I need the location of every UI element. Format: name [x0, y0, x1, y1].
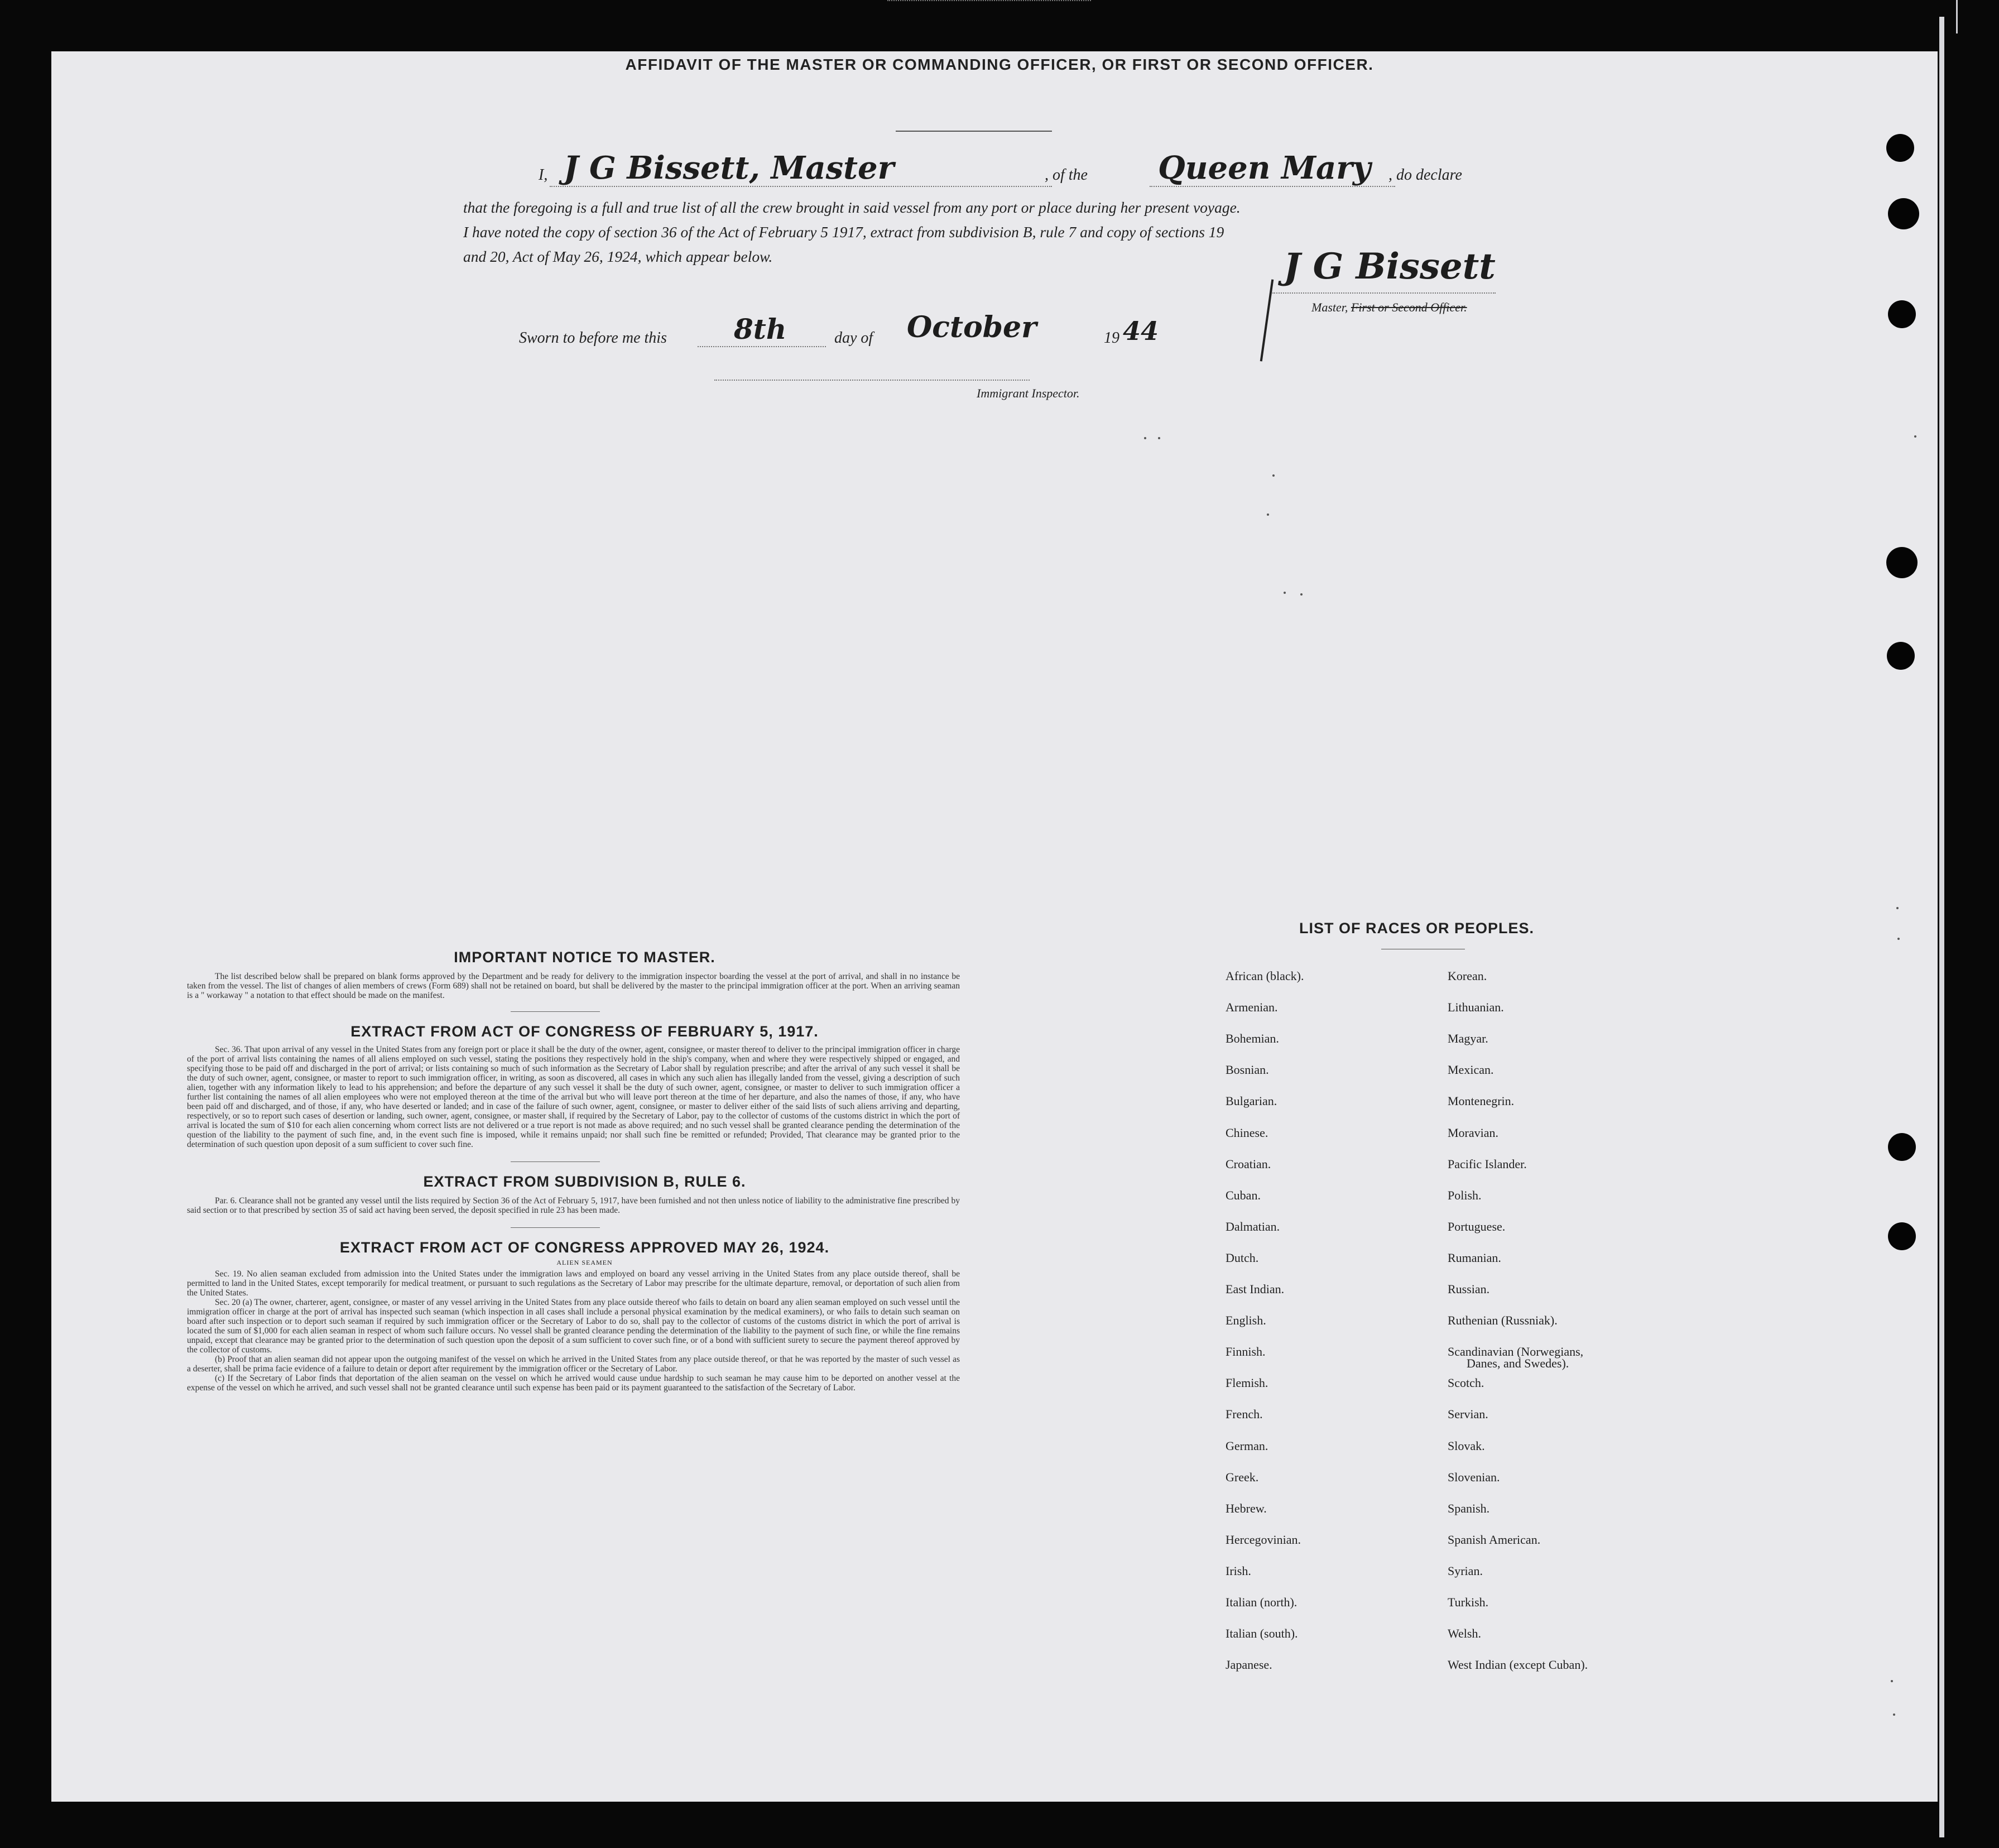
race-item: African (black).	[1226, 969, 1304, 983]
race-item: Russian.	[1448, 1282, 1490, 1296]
race-item: Bohemian.	[1226, 1031, 1279, 1045]
day-of-label: day of	[834, 329, 873, 347]
master-name-handwritten: J G Bissett, Master	[564, 150, 895, 186]
speck	[1267, 513, 1269, 516]
legal-notices-column	[187, 949, 960, 1393]
title-underline	[896, 131, 1052, 132]
of-the-label: , of the	[1045, 166, 1088, 184]
subdivision-b-text: Par. 6. Clearance shall not be granted any vessel until the lists required by Section 36 of the Act of February 5, 1917, have been furnished and not then unless notice of liability to the administrative fine prescribed by said section or to that prescribed by section 35 of said act having been served, the deposit specified in rule 23 has been made.	[187, 1196, 960, 1215]
alien-seamen-subheading: ALIEN SEAMEN	[556, 1259, 613, 1266]
race-item: Flemish.	[1226, 1376, 1268, 1390]
affidavit-title: AFFIDAVIT OF THE MASTER OR COMMANDING OFFICER, OR FIRST OR SECOND OFFICER.	[625, 56, 1374, 73]
race-item: Mexican.	[1448, 1063, 1494, 1077]
race-item: Armenian.	[1226, 1000, 1278, 1014]
race-item: German.	[1226, 1439, 1268, 1453]
inspector-label: Immigrant Inspector.	[977, 386, 1080, 400]
race-item: Cuban.	[1226, 1188, 1261, 1202]
name-dotted-line	[550, 186, 1052, 187]
divider	[511, 1227, 600, 1228]
speck	[1144, 437, 1146, 439]
race-item: Scandinavian (Norwegians,	[1448, 1345, 1584, 1359]
year-prefix: 19	[1104, 329, 1119, 347]
race-item: Chinese.	[1226, 1126, 1268, 1140]
races-heading: LIST OF RACES OR PEOPLES.	[1299, 920, 1535, 937]
vessel-dotted-line	[1150, 186, 1395, 187]
notice-heading: IMPORTANT NOTICE TO MASTER.	[454, 949, 715, 966]
race-item: Welsh.	[1448, 1626, 1481, 1640]
speck	[1284, 592, 1286, 594]
officer-signature-handwritten: J G Bissett	[1284, 246, 1496, 287]
race-item: Finnish.	[1226, 1345, 1266, 1359]
race-item: Magyar.	[1448, 1031, 1488, 1045]
race-item: Croatian.	[1226, 1157, 1271, 1171]
signature-role	[1311, 300, 1467, 315]
sworn-day-handwritten: 8th	[734, 313, 787, 345]
speck	[1158, 437, 1160, 439]
race-item: Hercegovinian.	[1226, 1533, 1301, 1547]
declaration-line-4: and 20, Act of May 26, 1924, which appear below.	[463, 248, 773, 265]
race-item: Bosnian.	[1226, 1063, 1269, 1077]
film-edge	[1956, 0, 1958, 33]
sec-20c-text: (c) If the Secretary of Labor finds that deportation of the alien seaman on the vessel on which he arrived would cause undue hardship to such seaman he may cause him to be deported on another vessel at the expense of the vessel on which he arrived, and such vessel shall not be granted clearance until such expense has been paid or its payment guaranteed to the satisfaction of the Secretary of Labor.	[187, 1374, 960, 1393]
race-item: Spanish.	[1448, 1501, 1490, 1515]
sec-19-text: Sec. 19. No alien seaman excluded from admission into the United States under the immigration laws and employed on board any vessel arriving in the United States from any place outside thereof, shall be permitted to land in the United States, except temporarily for medical treatment, or pursuant to such regulations as the Secretary of Labor may prescribe for the ultimate departure, removal, or deportation of such alien from the United States.	[187, 1269, 960, 1298]
punch-hole-icon	[1886, 547, 1918, 578]
subdivision-b-heading: EXTRACT FROM SUBDIVISION B, RULE 6.	[423, 1173, 746, 1190]
extract-1917-heading: EXTRACT FROM ACT OF CONGRESS OF FEBRUARY 5, 1917.	[350, 1023, 819, 1040]
race-item: Spanish American.	[1448, 1533, 1541, 1547]
declaration-line-2: that the foregoing is a full and true list of all the crew brought in said vessel from any port or place during her present voyage.	[463, 199, 1241, 216]
race-item: Syrian.	[1448, 1564, 1483, 1578]
role-master: Master,	[1311, 300, 1348, 314]
divider	[511, 1161, 600, 1162]
race-item: Bulgarian.	[1226, 1094, 1277, 1108]
race-item: Hebrew.	[1226, 1501, 1267, 1515]
speck	[1891, 1680, 1893, 1682]
speck	[1897, 938, 1900, 940]
race-item: Polish.	[1448, 1188, 1482, 1202]
extract-1917-text: Sec. 36. That upon arrival of any vessel in the United States from any foreign port or place it shall be the duty of the owner, agent, consignee, or master thereof to deliver to the principal immigration officer in charge of the port of arrival lists containing the names of all aliens employed on such vessel, stating the positions they respectively hold in the ship's company, when and where they were respectively shipped or engaged, and specifying those to be paid off and discharged in the port of arrival; or lists containing so much of such information as the Secretary of Labor shall by regulation prescribe; and after the arrival of any such vessel it shall be the duty of such owner, agent, consignee, or master to report to such immigration officer, in writing, as soon as discovered, all cases in which any such alien has illegally landed from the vessel, giving a description of such alien, together with any information likely to lead to his apprehension; and before the departure of any such vessel it shall be the duty of such owner, agent, consignee, or master to deliver to such immigration officer a further list containing the names of all alien employees who were not employed thereon at the time of the arrival but who will leave port thereon at the time of her departure, and also the names of those, if any, who have been paid off and discharged, and of those, if any, who have deserted or landed; and in case of the failure of such owner, agent, consignee, or master to deliver either of the said lists of such aliens arriving and departing, respectively, or so to report such cases of desertion or landing, such owner, agent, consignee, or master shall, if required by the Secretary of Labor, pay to the collector of customs of the customs district in which the port of arrival is located the sum of $10 for each alien concerning whom correct lists are not delivered or a true report is not made as above required; and no such vessel shall be granted clearance pending the determination of the question of the liability to the payment of such fine, and, in the event such fine is imposed, while it remains unpaid; nor shall such fine be remitted or refunded; Provided, That clearance may be granted prior to the determination of such question upon deposit of a sum sufficient to cover such fine.	[187, 1045, 960, 1149]
race-item: Slovenian.	[1448, 1470, 1500, 1484]
punch-hole-icon	[1888, 300, 1916, 328]
page-edge	[1939, 17, 1944, 1837]
sworn-month-handwritten: October	[907, 310, 1037, 344]
race-item: Italian (south).	[1226, 1626, 1298, 1640]
sworn-year-handwritten: 44	[1123, 316, 1159, 346]
race-item: Scotch.	[1448, 1376, 1484, 1390]
speck	[1300, 593, 1303, 596]
punch-hole-icon	[1887, 642, 1915, 670]
race-item-continuation: Danes, and Swedes).	[1467, 1356, 1569, 1370]
sec-20a-text: Sec. 20 (a) The owner, charterer, agent, consignee, or master of any vessel arriving in the United States from any place outside thereof who fails to detain on board any alien seaman employed on such vessel until the immigration officer in charge at the port of arrival has inspected such seaman (which inspection in all cases shall include a personal physical examination by the medical examiners), or who fails to detain such seaman on board after such inspection or to deport such seaman if required by such immigration officer or the Secretary of Labor to do so, shall pay to the collector of customs of the customs district in which the port of arrival is located the sum of $1,000 for each alien seaman in respect of whom such failure occurs. No vessel shall be granted clearance pending the determination of the liability to the payment of such fine, or while the fine remains unpaid, except that clearance may be granted prior to the determination of such question upon the deposit of a sum sufficient to cover such fine, or of a bond with sufficient surety to secure the payment thereof approved by the collector of customs.	[187, 1298, 960, 1355]
sec-20b-text: (b) Proof that an alien seaman did not appear upon the outgoing manifest of the vessel on which he arrived in the United States from any place outside thereof, or that he was reported by the master of such vessel as a deserter, shall be prima facie evidence of a failure to detain or deport after requirement by the immigration officer or the Secretary of Labor.	[187, 1355, 960, 1374]
declaration-line-3: I have noted the copy of section 36 of the Act of February 5 1917, extract from subdivision B, rule 7 and copy of sections 19	[463, 223, 1224, 241]
punch-hole-icon	[1888, 198, 1919, 229]
race-item: West Indian (except Cuban).	[1448, 1658, 1588, 1672]
day-dotted-line	[698, 346, 826, 347]
race-item: English.	[1226, 1313, 1266, 1327]
do-declare-label: , do declare	[1388, 166, 1462, 184]
race-item: Greek.	[1226, 1470, 1259, 1484]
race-item: East Indian.	[1226, 1282, 1285, 1296]
race-item: Italian (north).	[1226, 1595, 1298, 1609]
divider	[511, 1011, 600, 1012]
notice-text: The list described below shall be prepared on blank forms approved by the Department and be ready for delivery to the immigration inspector boarding the vessel at the port of arrival, and shall in no instance be taken from the vessel. The list of changes of alien members of crews (Form 689) shall not be retained on board, but shall be delivered by the master to the principal immigration officer at the port. When an arriving seaman is a " workaway " a notation to that effect should be made on the manifest.	[187, 972, 960, 1000]
race-item: Irish.	[1226, 1564, 1251, 1578]
speck	[1896, 907, 1899, 909]
race-item: Servian.	[1448, 1407, 1488, 1421]
race-item: Montenegrin.	[1448, 1094, 1515, 1108]
signature-dotted-line	[1272, 292, 1496, 294]
role-struck: First or Second Officer.	[1351, 300, 1467, 314]
race-item: Pacific Islander.	[1448, 1157, 1527, 1171]
speck	[1272, 474, 1275, 477]
race-item: Moravian.	[1448, 1126, 1499, 1140]
punch-hole-icon	[1886, 134, 1914, 162]
punch-hole-icon	[1888, 1222, 1916, 1250]
race-item: Turkish.	[1448, 1595, 1489, 1609]
race-item: Dutch.	[1226, 1251, 1259, 1265]
declaration-i: I,	[539, 166, 548, 184]
punch-hole-icon	[1888, 1133, 1916, 1161]
month-dotted-line	[887, 0, 1091, 1]
race-item: Lithuanian.	[1448, 1000, 1504, 1014]
speck	[1914, 435, 1916, 438]
race-item: Dalmatian.	[1226, 1220, 1280, 1233]
race-item: Japanese.	[1226, 1658, 1272, 1672]
race-item: Korean.	[1448, 969, 1487, 983]
sworn-label: Sworn to before me this	[519, 329, 667, 347]
extract-1924-heading: EXTRACT FROM ACT OF CONGRESS APPROVED MAY 26, 1924.	[339, 1239, 830, 1256]
vessel-name-handwritten: Queen Mary	[1158, 150, 1371, 186]
race-item: Rumanian.	[1448, 1251, 1501, 1265]
race-item: Portuguese.	[1448, 1220, 1506, 1233]
speck	[1893, 1713, 1895, 1716]
inspector-signature-line	[714, 380, 1030, 381]
race-item: Slovak.	[1448, 1439, 1485, 1453]
race-item: Ruthenian (Russniak).	[1448, 1313, 1558, 1327]
race-item: French.	[1226, 1407, 1263, 1421]
